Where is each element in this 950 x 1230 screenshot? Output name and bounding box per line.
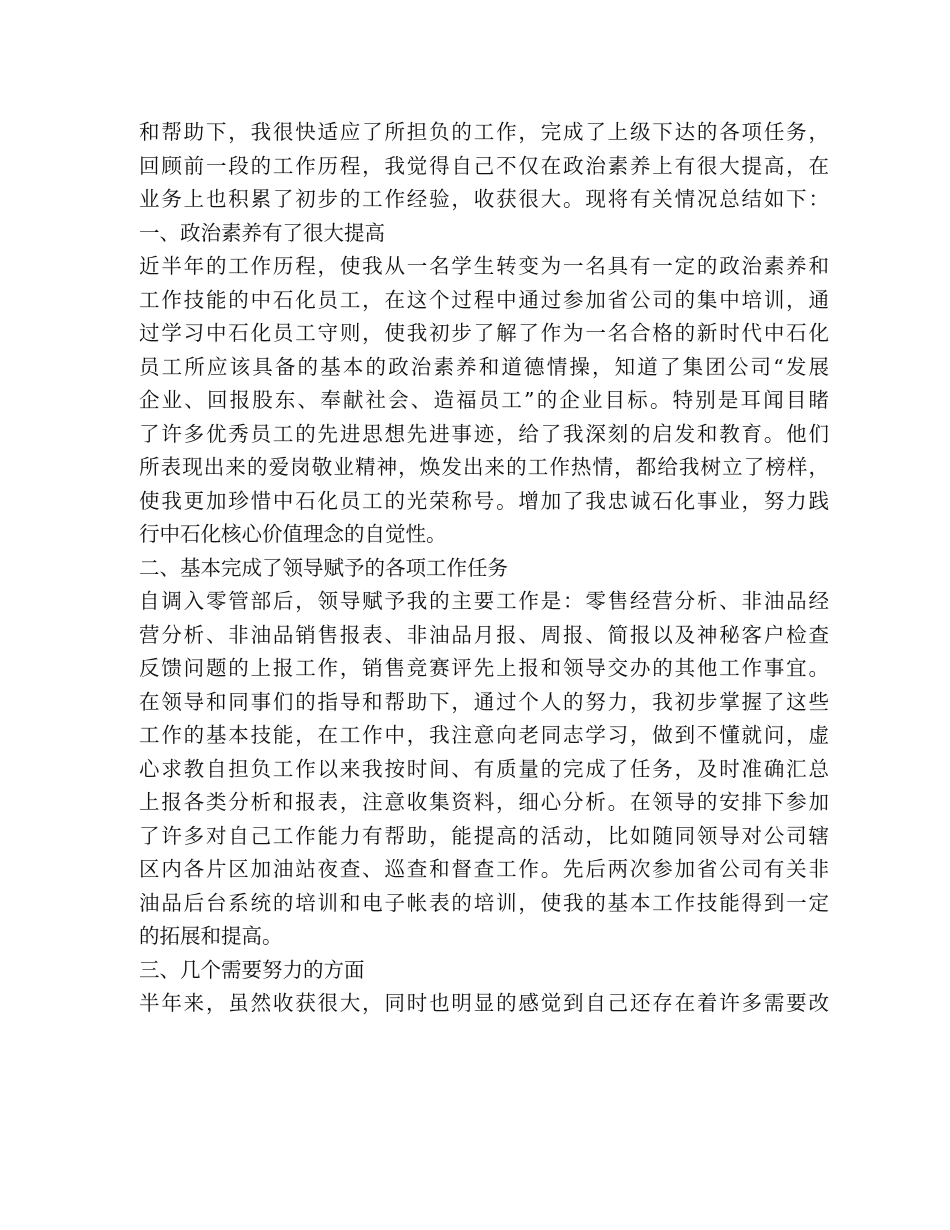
text-line: 营分析、非油品销售报表、非油品月报、周报、简报以及神秘客户检查 [139, 622, 829, 647]
text-line: 自调入零管部后，领导赋予我的主要工作是：零售经营分析、非油品经 [139, 589, 829, 613]
text-line: 使我更加珍惜中石化员工的光荣称号。增加了我忠诚石化事业，努力践 [139, 488, 829, 513]
document-body [139, 116, 829, 1021]
text-line: 在领导和同事们的指导和帮助下，通过个人的努力，我初步掌握了这些 [139, 689, 829, 714]
text-line: 业务上也积累了初步的工作经验，收获很大。现将有关情况总结如下： [139, 187, 829, 211]
text-line: 近半年的工作历程，使我从一名学生转变为一名具有一定的政治素养和 [139, 254, 829, 278]
text-line: 区内各片区加油站夜查、巡查和督查工作。先后两次参加省公司有关非 [139, 857, 829, 881]
text-line: 反馈问题的上报工作，销售竞赛评先上报和领导交办的其他工作事宜。 [139, 656, 829, 680]
text-line: 三、几个需要努力的方面 [139, 957, 365, 982]
text-line: 企业、回报股东、奉献社会、造福员工”的企业目标。特别是耳闻目睹 [139, 388, 829, 412]
text-line: 工作技能的中石化员工，在这个过程中通过参加省公司的集中培训，通 [139, 287, 829, 312]
text-line: 了许多优秀员工的先进思想先进事迹，给了我深刻的启发和教育。他们 [139, 421, 829, 446]
text-line: 上报各类分析和报表，注意收集资料，细心分析。在领导的安排下参加 [139, 790, 829, 814]
text-line: 过学习中石化员工守则，使我初步了解了作为一名合格的新时代中石化 [139, 321, 829, 345]
text-line: 行中石化核心价值理念的自觉性。 [139, 522, 447, 546]
text-line: 半年来，虽然收获很大，同时也明显的感觉到自己还存在着许多需要改 [139, 991, 829, 1015]
text-line: 员工所应该具备的基本的政治素养和道德情操，知道了集团公司“发展 [139, 354, 829, 379]
text-line: 所表现出来的爱岗敬业精神，焕发出来的工作热情，都给我树立了榜样， [139, 455, 829, 479]
text-line: 二、基本完成了领导赋予的各项工作任务 [139, 555, 508, 580]
text-line: 工作的基本技能，在工作中，我注意向老同志学习，做到不懂就问，虚 [139, 723, 829, 747]
text-line: 一、政治素养有了很大提高 [139, 220, 385, 245]
text-line: 心求教自担负工作以来我按时间、有质量的完成了任务，及时准确汇总 [139, 756, 829, 781]
text-line: 的拓展和提高。 [139, 924, 283, 948]
text-line: 回顾前一段的工作历程，我觉得自己不仅在政治素养上有很大提高，在 [139, 153, 829, 178]
text-line: 了许多对自己工作能力有帮助，能提高的活动，比如随同领导对公司辖 [139, 823, 829, 848]
text-line: 油品后台系统的培训和电子帐表的培训，使我的基本工作技能得到一定 [139, 890, 829, 915]
text-line: 和帮助下，我很快适应了所担负的工作，完成了上级下达的各项任务， [139, 120, 829, 144]
